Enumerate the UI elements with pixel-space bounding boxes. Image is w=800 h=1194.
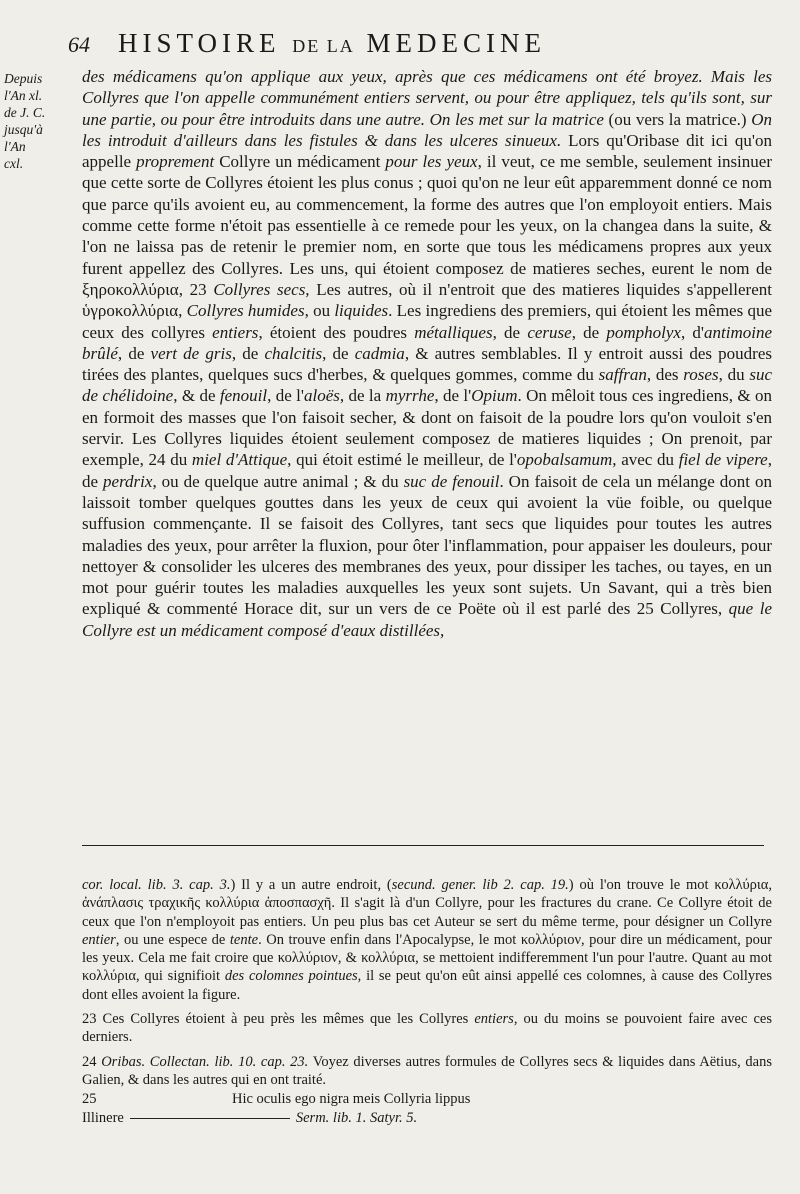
footnote-23 <box>82 1010 772 1047</box>
italic-text-segment: tente <box>229 931 259 948</box>
text-segment: , ou <box>304 301 335 321</box>
margin-note-line: jusqu'à <box>4 122 43 137</box>
italic-text-segment: proprement <box>136 152 215 172</box>
italic-text-segment: perdrix <box>103 471 153 491</box>
italic-text-segment: roses <box>683 365 719 385</box>
running-title-part3: MEDECINE <box>366 28 546 58</box>
running-title <box>118 28 546 59</box>
verse-line-1 <box>82 1090 772 1108</box>
page-number: 64 <box>68 32 90 57</box>
text-segment: , de <box>231 343 265 363</box>
text-segment: (ou vers la matrice.) <box>603 109 752 129</box>
italic-text-segment: entier <box>82 931 116 948</box>
running-title-part2: DE LA <box>292 36 355 56</box>
text-segment: . On mêloit tous ces ingrediens, & on en formoit des masses que l'on faisoit secher, & dont on faisoit de la poudre lors qu'on vouloit s'en servir. Les Collyres liquides étoient seulement composez de matieres liquides ; On prenoit, par exemple, 24 du <box>82 386 772 470</box>
text-segment: . Les ingrediens des premiers, qui étoient les mêmes que ceux des collyres <box>82 301 773 342</box>
italic-text-segment: vert de gris <box>150 343 232 363</box>
text-segment: , ou du moins se pouvoient faire avec ces derniers. <box>82 1011 772 1046</box>
footnote-24 <box>82 1053 772 1090</box>
text-segment: , & autres semblables. Il y entroit aussi des poudres tirées des plantes, quelques sucs d'herbes, & quelques gommes, comme du <box>82 343 773 385</box>
text-segment: , d' <box>680 322 704 342</box>
italic-text-segment: des médicamens qu'on applique aux yeux, après que ces médicamens ont été broyez. Mais les Collyres que l'on appelle communément entiers servent, ou pour être appliquez, tels qu'ils sont, sur une partie, ou pour être introduits dans une autre. On les met sur la matrice <box>82 67 772 129</box>
verse-text-1: Hic oculis ego nigra meis Collyria lippus <box>232 1091 471 1108</box>
italic-text-segment: fenouil <box>219 386 268 406</box>
text-segment: , de l' <box>434 386 472 406</box>
main-text <box>82 66 772 641</box>
footnote-separator <box>82 845 764 846</box>
italic-text-segment: pour les yeux <box>385 152 478 172</box>
italic-text-segment: que le Collyre est un médicament composé d'eaux distillées, <box>82 599 772 640</box>
italic-text-segment: cadmia <box>354 343 405 363</box>
italic-text-segment: des colomnes pointues <box>224 968 358 985</box>
text-segment: , de <box>117 343 151 363</box>
italic-text-segment: antimoine brûlé <box>82 322 772 363</box>
footnote-continuation <box>82 876 772 1004</box>
text-segment: , de la <box>339 386 386 406</box>
italic-text-segment: chalcitis <box>264 343 323 363</box>
footnote-number: 25 <box>82 1091 97 1108</box>
text-segment: , il se peut qu'on eût ainsi appellé ces colomnes, à cause des Collyres dont elles avoient la figure. <box>82 968 773 1003</box>
italic-text-segment: suc de chélidoine <box>82 365 773 406</box>
text-segment: . On trouve enfin dans l'Apocalypse, le mot κολλύριον, pour dire un médicament, pour les yeux. Cela me fait croire que κολλύριον, & κολλύρια, se mettoient indifferemment l'un pour l'autre. Quant au mot κολλύρια, qui signifioit <box>82 931 772 985</box>
italic-text-segment: fiel de vipere <box>678 450 768 470</box>
italic-text-segment: On les introduit d'ailleurs dans les fistules & dans les ulceres sinueux. <box>82 109 772 150</box>
text-segment: , de l' <box>267 386 304 406</box>
italic-text-segment: suc de fenouil <box>403 471 500 491</box>
italic-text-segment: myrrhe <box>385 386 435 406</box>
text-segment: , du <box>718 365 750 385</box>
text-segment: . On faisoit de cela un mélange dont on laissoit tomber quelques gouttes dans les yeux de ceux qui avoient la vüe foible, ou quelque suffusion commençante. Il se faisoit des Collyres, tant secs que liquides pour toutes les autres maladies des yeux, pour arrêter la fluxion, pour ôter l'inflammation, pour appaiser les douleurs, pour nettoyer & consolider les ulceres des membranes des yeux, pour dissiper les taches, ou tayes, en un mot pour guérir toutes les maladies auxquelles les yeux sont sujets. Un Savant, qui a très bien expliqué & commenté Horace dit, sur un vers de ce Poëte où il est parlé des 25 Collyres, <box>82 471 773 619</box>
italic-text-segment: entiers <box>212 322 259 342</box>
margin-note-line: Depuis <box>4 71 43 86</box>
margin-note-line: l'An xl. <box>4 88 43 103</box>
text-segment: , & de <box>173 386 220 406</box>
text-segment: ) Il y a un autre endroit, ( <box>230 877 392 893</box>
text-segment: Lors qu'Oribase dit ici qu'on appelle <box>82 130 772 172</box>
text-segment: , de <box>492 322 528 342</box>
main-paragraph <box>82 66 772 641</box>
italic-text-segment: Oribas. Collectan. lib. 10. cap. 23. <box>101 1053 309 1070</box>
italic-text-segment: entiers <box>474 1011 514 1028</box>
verse-dash <box>130 1118 290 1119</box>
italic-text-segment: saffran <box>598 365 647 385</box>
italic-text-segment: liquides <box>334 301 389 321</box>
italic-text-segment: opobalsamum <box>516 450 613 470</box>
italic-text-segment: ceruse <box>527 322 572 342</box>
text-segment: , ou une espece de <box>115 931 230 948</box>
margin-note-line: l'An <box>4 139 26 154</box>
text-segment: , étoient des poudres <box>258 322 415 342</box>
page-header <box>68 28 768 64</box>
italic-text-segment: miel d'Attique <box>191 450 288 470</box>
italic-text-segment: secund. gener. lib 2. cap. 19. <box>391 877 569 893</box>
margin-note-dates <box>4 70 76 172</box>
text-segment: 24 <box>82 1053 102 1070</box>
footnotes <box>82 876 772 1127</box>
footnote-25-verse <box>82 1090 772 1127</box>
text-segment: , de <box>82 450 772 491</box>
text-segment: , il veut, ce me semble, seulement insinuer que cette sorte de Collyres étoient les plus conus ; quoi qu'on ne leur eût apparemment donné ce nom que parce qu'ils avoient eu, au commencement, la forme des autres que l'on employoit entiers. Mais comme cette forme n'étoit pas essentielle à ce remede pour les yeux, on la changea dans la suite, & l'on ne laissa pas de retenir le premier nom, en sorte que tous les médicamens propres aux yeux furent appellez des Collyres. Les uns, qui étoient composez de matieres seches, eurent le nom de ξηροκολλύρια, 23 <box>82 152 772 299</box>
italic-text-segment: aloës <box>303 386 340 406</box>
verse-line-2 <box>82 1109 772 1127</box>
italic-text-segment: Collyres secs, <box>213 279 310 299</box>
text-segment: , ou de quelque autre animal ; & du <box>152 471 404 491</box>
text-segment: , de <box>571 322 607 342</box>
text-segment: , des <box>646 365 684 385</box>
margin-note-line: cxl. <box>4 156 24 171</box>
text-segment: Les autres, où il n'entroit que des matieres liquides s'appellerent ὑγροκολλύρια, <box>82 279 772 321</box>
italic-text-segment: Opium <box>471 386 518 406</box>
text-segment: ) où l'on trouve le mot κολλύρια, ἀνάπλασις τραχικῆς κολλύρια ἀποσπασχῆ. Il s'agit là d'un Collyre, pour les fractures du crane. Ce Collyre étoit de ceux que l'on n'employoit pas entiers. Un peu plus bas cet Auteur se sert du même terme, pour désigner un Collyre <box>82 877 772 930</box>
italic-text-segment: Collyres humides <box>186 301 305 321</box>
text-segment: 23 Ces Collyres étoient à peu près les mêmes que les Collyres <box>82 1011 475 1028</box>
italic-text-segment: pompholyx <box>606 322 681 342</box>
verse-text-2: Illinere <box>82 1109 124 1126</box>
margin-note-line: de J. C. <box>4 105 46 120</box>
text-segment: Voyez diverses autres formules de Collyres secs & liquides dans Aëtius, dans Galien, & dans les autres qui en ont traité. <box>82 1053 772 1088</box>
italic-text-segment: cor. local. lib. 3. cap. 3. <box>82 877 231 893</box>
text-segment: , qui étoit estimé le meilleur, de l' <box>287 450 517 470</box>
text-segment: , de <box>322 343 355 363</box>
text-segment: Collyre un médicament <box>214 152 386 172</box>
running-title-part1: HISTOIRE <box>118 28 281 58</box>
verse-citation: Serm. lib. 1. Satyr. 5. <box>295 1109 418 1126</box>
italic-text-segment: métalliques <box>414 322 493 342</box>
text-segment: , avec du <box>612 450 679 470</box>
